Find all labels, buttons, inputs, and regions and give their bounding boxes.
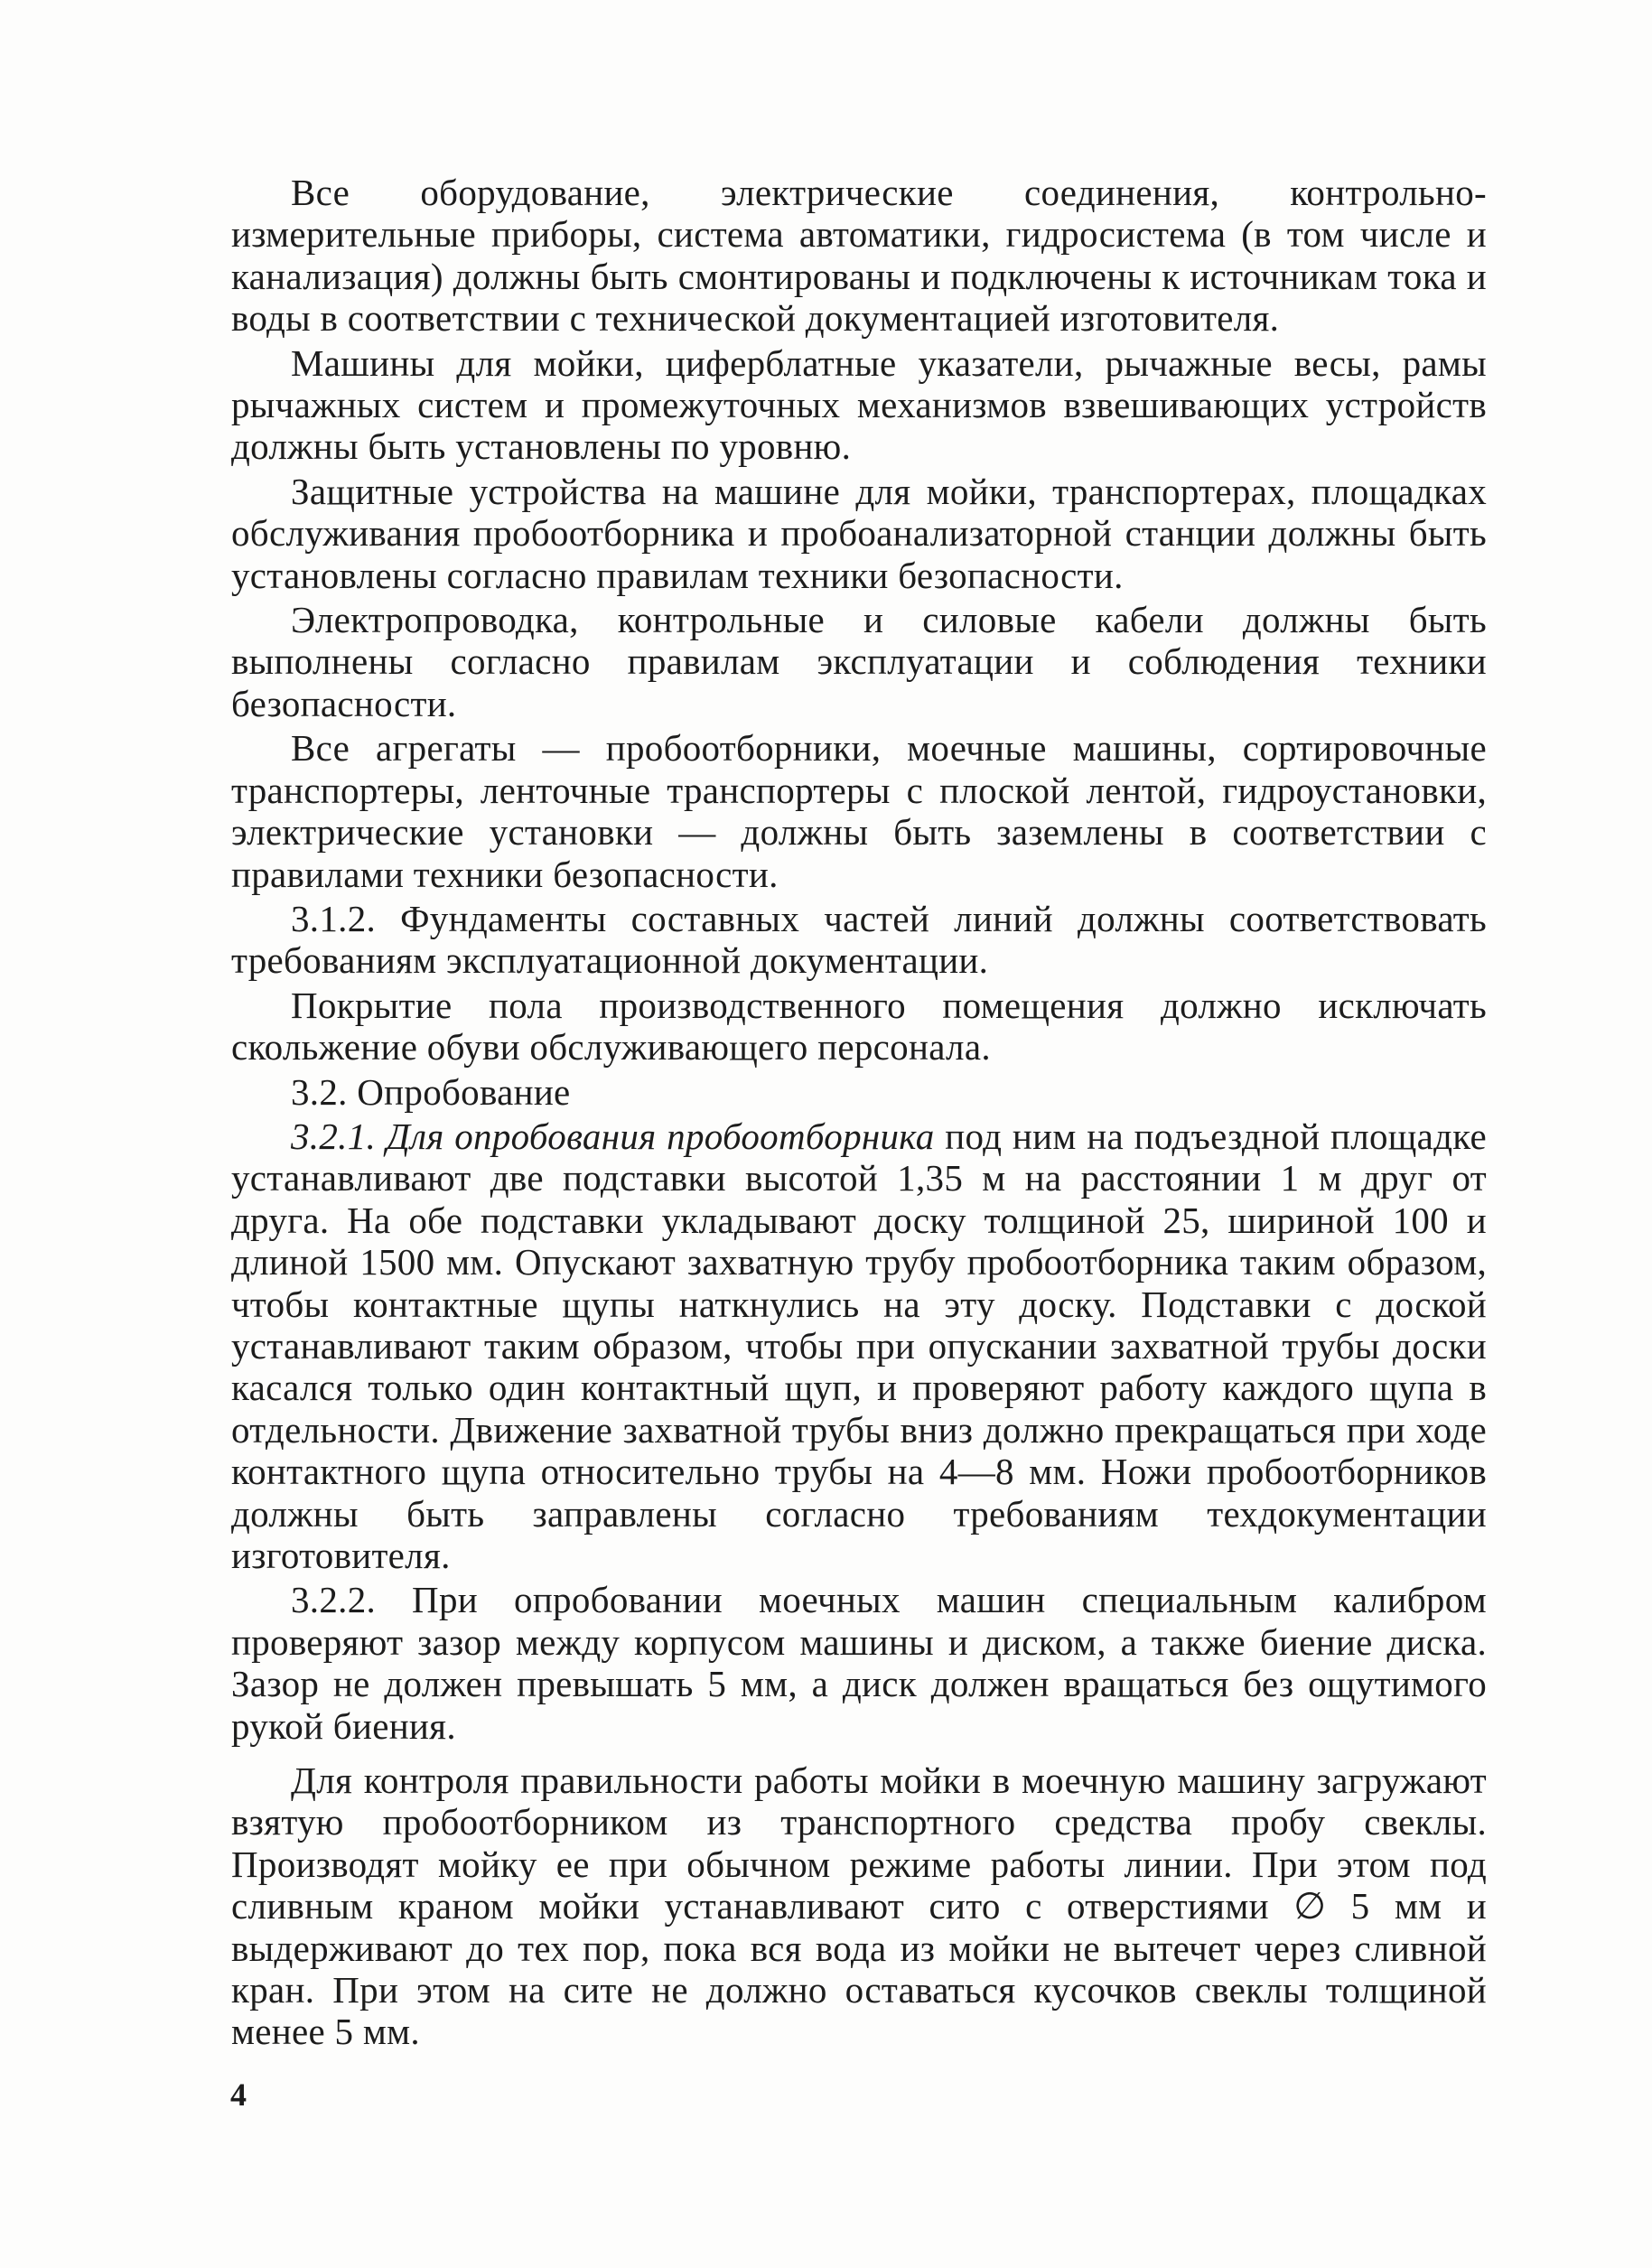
paragraph-protective-devices — [231, 471, 1487, 596]
section-heading-3-2 — [231, 1071, 1487, 1113]
paragraph-text: Все оборудование, электрические соединения, контрольно-измерительные приборы, система автоматики, гидросистема (в том числе и канализация) должны быть смонтированы и подключены к источникам тока и воды в соответствии с технической документацией изготовителя. — [231, 172, 1487, 340]
paragraph-text: под ним на подъездной площадке устанавливают две подставки высотой 1,35 м на расстоянии 1 м друг от друга. На обе подставки укладывают доску толщиной 25, шириной 100 и длиной 1500 мм. Опускают захватную трубу пробоотборника таким образом, чтобы контактные щупы наткнулись на эту доску. Подставки с доской устанавливают таким образом, чтобы при опускании захватной трубы доски касался только один контактный щуп, и проверяют работу каждого щупа в отдельности. Движение захватной трубы вниз должно прекращаться при ходе контактного щупа относительно трубы на 4—8 мм. Ножи пробоотборников должны быть заправлены согласно требованиям техдокументации изготовителя. — [231, 1115, 1487, 1576]
paragraph-text: 3.1.2. Фундаменты составных частей линий должны соответствовать требованиям эксплуатационной документации. — [231, 897, 1487, 982]
paragraph-text: Защитные устройства на машине для мойки, транспортерах, площадках обслуживания пробоотборника и пробоанализаторной станции должны быть установлены согласно правилам техники безопасности. — [231, 470, 1487, 596]
paragraph-section-3-2-1 — [231, 1115, 1487, 1576]
paragraph-text: Электропроводка, контрольные и силовые кабели должны быть выполнены согласно правилам эксплуатации и соблюдения техники безопасности. — [231, 599, 1487, 724]
paragraph-lead-italic: 3.2.1. Для опробования пробоотборника — [291, 1115, 935, 1157]
paragraph-level-installation — [231, 342, 1487, 468]
paragraph-section-3-1-2 — [231, 898, 1487, 982]
paragraph-floor-covering — [231, 985, 1487, 1069]
paragraph-washing-control — [231, 1759, 1487, 2053]
paragraph-section-3-2-2 — [231, 1579, 1487, 1747]
paragraph-equipment-installation — [231, 172, 1487, 340]
body-text — [231, 172, 1487, 2056]
paragraph-grounding — [231, 727, 1487, 895]
paragraph-text: Все агрегаты — пробоотборники, моечные машины, сортировочные транспортеры, ленточные транспортеры с плоской лентой, гидроустановки, электрические установки — должны быть заземлены в соответствии с правилами техники безопасности. — [231, 727, 1487, 895]
paragraph-text: Покрытие пола производственного помещения должно исключать скольжение обуви обслуживающего персонала. — [231, 984, 1487, 1069]
paragraph-wiring — [231, 599, 1487, 724]
paragraph-text: 3.2.2. При опробовании моечных машин специальным калибром проверяют зазор между корпусом машины и диском, а также биение диска. Зазор не должен превышать 5 мм, а диск должен вращаться без ощутимого рукой биения. — [231, 1579, 1487, 1747]
paragraph-text: Для контроля правильности работы мойки в моечную машину загружают взятую пробоотборником из транспортного средства пробу свеклы. Производят мойку ее при обычном режиме работы линии. При этом под сливным краном мойки устанавливают сито с отверстиями ∅ 5 мм и выдерживают до тех пор, пока вся вода из мойки не вытечет через сливной кран. При этом на сите не должно оставаться кусочков свеклы толщиной менее 5 мм. — [231, 1759, 1487, 2053]
heading-text: 3.2. Опробование — [291, 1070, 571, 1113]
page-number: 4 — [230, 2077, 247, 2113]
paragraph-text: Машины для мойки, циферблатные указатели, рычажные весы, рамы рычажных систем и промежуточных механизмов взвешивающих устройств должны быть установлены по уровню. — [231, 341, 1487, 468]
